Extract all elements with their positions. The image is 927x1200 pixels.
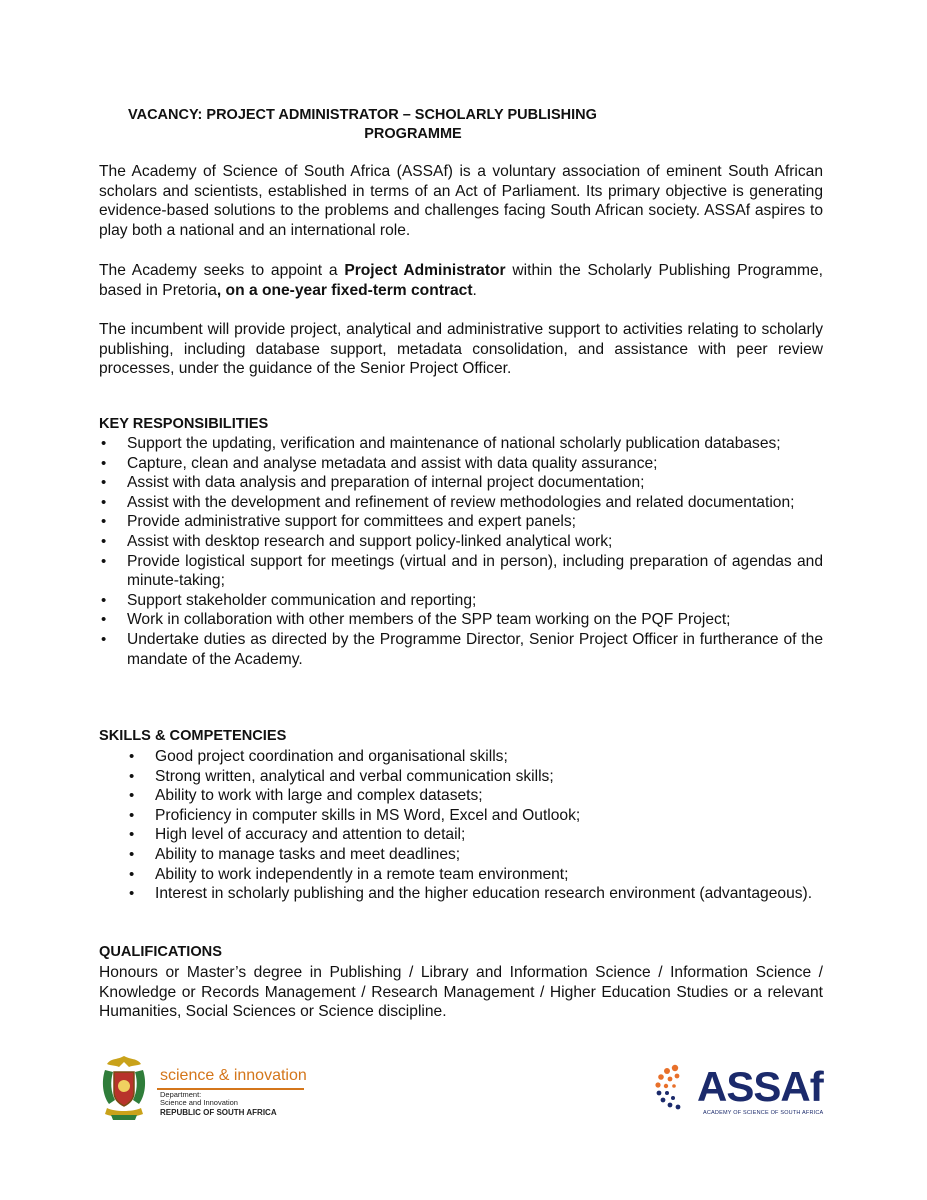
title-line-1: VACANCY: PROJECT ADMINISTRATOR – SCHOLARLY PUBLISHING xyxy=(128,107,597,123)
dsi-dept-line-2: Science and Innovation xyxy=(160,1098,238,1107)
list-item: • Ability to manage tasks and meet deadlines; xyxy=(127,845,873,865)
assaf-wordmark: ASSAf xyxy=(697,1063,823,1110)
list-item: • Support stakeholder communication and reporting; xyxy=(99,591,823,611)
intro-paragraph-3: The incumbent will provide project, analytical and administrative support to activities relating to scholarly publishing, including database support, metadata consolidation, and assistance with peer review processes, under the guidance of the Senior Project Officer. xyxy=(99,321,823,378)
p2-role-bold: Project Administrator xyxy=(344,262,506,279)
dsi-tagline: science & innovation xyxy=(160,1067,307,1084)
intro-paragraph-2 xyxy=(99,261,823,300)
coat-of-arms-icon xyxy=(97,1052,151,1122)
p2-text-e: . xyxy=(472,281,477,299)
list-item: • Interest in scholarly publishing and the higher education research environment (advantageous). xyxy=(127,884,873,904)
list-item: • Assist with data analysis and preparation of internal project documentation; xyxy=(99,473,823,493)
list-item: • Capture, clean and analyse metadata and assist with data quality assurance; xyxy=(99,454,823,474)
assaf-subtitle: ACADEMY OF SCIENCE OF SOUTH AFRICA xyxy=(703,1110,824,1116)
skills-heading: SKILLS & COMPETENCIES xyxy=(99,728,287,744)
qualifications-text: Honours or Master’s degree in Publishing / Library and Information Science / Information Science / Knowledge or Records Management / Research Management / Higher Education Studies or a relevant Humanities, Social Sciences or Science discipline. xyxy=(99,964,823,1021)
list-item: • Support the updating, verification and maintenance of national scholarly publication databases; xyxy=(99,434,823,454)
list-item: • Assist with desktop research and support policy-linked analytical work; xyxy=(99,532,823,552)
list-item: • Ability to work independently in a remote team environment; xyxy=(127,865,873,885)
assaf-logo xyxy=(653,1054,824,1126)
responsibilities-heading: KEY RESPONSIBILITIES xyxy=(99,416,269,432)
qualifications-heading: QUALIFICATIONS xyxy=(99,944,222,960)
dsi-dept-line-1: Department: xyxy=(160,1090,202,1099)
list-item: • Work in collaboration with other members of the SPP team working on the PQF Project; xyxy=(99,610,823,630)
page-title xyxy=(128,106,648,144)
p2-contract-bold: , on a one-year fixed-term contract xyxy=(216,281,473,299)
title-line-2: PROGRAMME xyxy=(364,126,462,142)
list-item: • Provide administrative support for committees and expert panels; xyxy=(99,512,823,532)
dsi-logo xyxy=(97,1052,337,1124)
list-item: • Good project coordination and organisational skills; xyxy=(127,747,873,767)
list-item: • High level of accuracy and attention to detail; xyxy=(127,825,873,845)
dsi-country: REPUBLIC OF SOUTH AFRICA xyxy=(160,1108,277,1117)
list-item: • Ability to work with large and complex datasets; xyxy=(127,786,873,806)
list-item: • Assist with the development and refinement of review methodologies and related documentation; xyxy=(99,493,823,513)
p2-text-c: within the Scholarly Publishing Programme, based in Pretoria xyxy=(99,262,823,299)
p2-text-a: The Academy seeks to appoint a xyxy=(99,262,345,279)
list-item: • Undertake duties as directed by the Programme Director, Senior Project Officer in furtherance of the mandate of the Academy. xyxy=(99,630,823,669)
skills-list xyxy=(127,747,873,904)
list-item: • Provide logistical support for meetings (virtual and in person), including preparation of agendas and minute-taking; xyxy=(99,552,823,591)
intro-paragraph-1: The Academy of Science of South Africa (ASSAf) is a voluntary association of eminent South African scholars and scientists, established in terms of an Act of Parliament. Its primary objective is generating evidence-based solutions to the problems and challenges facing South African society. ASSAf aspires to play both a national and an international role. xyxy=(99,163,823,239)
responsibilities-list xyxy=(99,434,823,669)
list-item: • Strong written, analytical and verbal communication skills; xyxy=(127,767,873,787)
list-item: • Proficiency in computer skills in MS Word, Excel and Outlook; xyxy=(127,806,873,826)
